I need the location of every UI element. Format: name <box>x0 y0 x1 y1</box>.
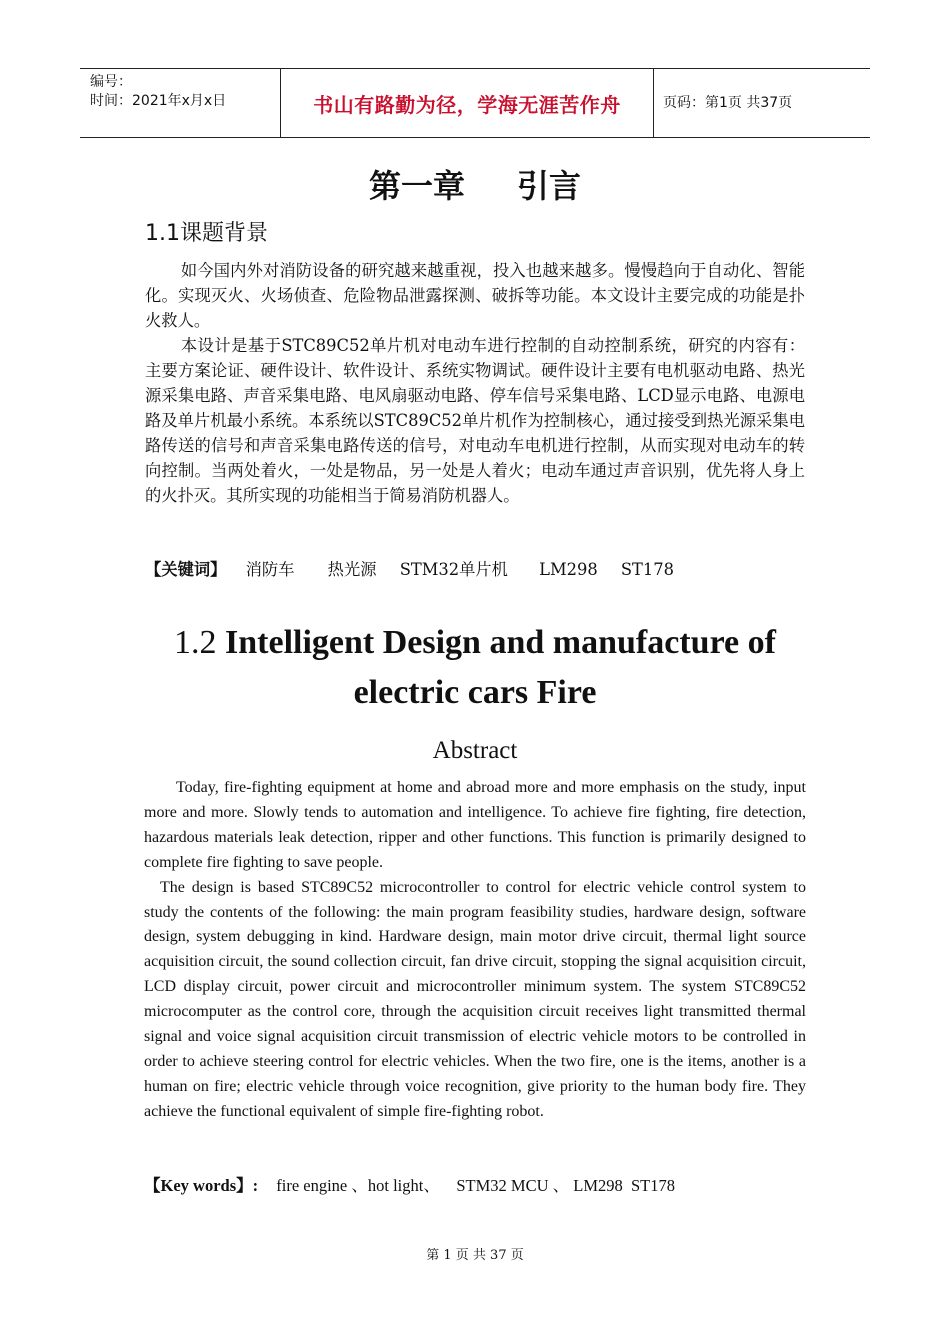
header-motto: 书山有路勤为径，学海无涯苦作舟 <box>313 92 621 117</box>
english-title <box>100 618 850 718</box>
english-section-number: 1.2 <box>174 624 217 661</box>
english-title-line-2: electric cars Fire <box>353 674 597 711</box>
english-keywords-text: fire engine 、hot light、 STM32 MCU 、 LM298 ST178 <box>276 1176 675 1195</box>
date-label: 时间：2021年x月x日 <box>90 93 227 109</box>
keywords-label: 【关键词】 <box>145 560 227 579</box>
english-keywords <box>144 1174 675 1198</box>
keyword-item: ST178 <box>620 560 674 579</box>
english-paragraph-1: Today, fire-fighting equipment at home and abroad more and more emphasis on the study, input more and more. Slowly tends to automation and intelligence. To achieve fire fighting, fire detection, hazardous materials leak detection, ripper and other functions. This function is primarily designed to complete fire fighting to save people. <box>144 779 806 871</box>
english-body <box>144 776 806 1125</box>
number-label: 编号： <box>90 74 132 90</box>
chinese-keywords <box>145 558 674 582</box>
english-paragraph-2: The design is based STC89C52 microcontroller to control for electric vehicle control system to study the contents of the following: the main program feasibility studies, hardware design, software design, system debugging in kind. Hardware design, main motor drive circuit, thermal light source acquisition circuit, the sound collection circuit, fan drive circuit, stopping the signal acquisition circuit, LCD display circuit, power circuit and microcontroller minimum system. The system STC89C52 microcomputer as the control core, through the acquisition circuit receives light transmitted thermal signal and voice signal acquisition circuit transmission of electric vehicle motors to be controlled in order to achieve steering control for electric vehicles. When the two fire, one is the items, another is a human on fire; electric vehicle through voice recognition, give priority to the human body fire. They achieve the functional equivalent of simple fire-fighting robot. <box>144 878 806 1120</box>
header-page-cell <box>654 69 870 137</box>
chinese-body <box>145 258 805 508</box>
section-heading-1-1: 1.1课题背景 <box>145 221 268 246</box>
page-footer: 第 1 页 共 37 页 <box>426 1248 524 1263</box>
keyword-item: 热光源 <box>327 560 377 579</box>
chapter-number: 第一章 <box>368 167 465 205</box>
keyword-item: STM32单片机 <box>399 560 508 579</box>
keyword-item: LM298 <box>539 560 598 579</box>
chinese-paragraph-2: 本设计是基于STC89C52单片机对电动车进行控制的自动控制系统，研究的内容有：主要方案论证、硬件设计、软件设计、系统实物调试。硬件设计主要有电机驱动电路、热光源采集电路、声音采集电路、电风扇驱动电路、停车信号采集电路、LCD显示电路、电源电路及单片机最小系统。本系统以STC89C52单片机作为控制核心，通过接受到热光源采集电路传送的信号和声音采集电路传送的信号，对电动车电机进行控制，从而实现对电动车的转向控制。当两处着火，一处是物品，另一处是人着火；电动车通过声音识别，优先将人身上的火扑灭。其所实现的功能相当于简易消防机器人。 <box>145 336 805 505</box>
header-meta-cell <box>80 69 281 137</box>
chapter-name: 引言 <box>517 167 582 205</box>
chapter-title <box>0 165 950 207</box>
english-keywords-label: 【Key words】: <box>144 1176 259 1195</box>
header-page-info: 页码：第1页 共37页 <box>663 95 793 111</box>
page-header-table <box>80 68 870 138</box>
abstract-heading: Abstract <box>432 737 518 764</box>
keyword-item: 消防车 <box>245 560 295 579</box>
chinese-paragraph-1: 如今国内外对消防设备的研究越来越重视，投入也越来越多。慢慢趋向于自动化、智能化。实现灭火、火场侦查、危险物品泄露探测、破拆等功能。本文设计主要完成的功能是扑火救人。 <box>145 261 805 330</box>
header-motto-cell <box>281 69 654 137</box>
english-title-line-1: Intelligent Design and manufacture of <box>225 624 776 661</box>
